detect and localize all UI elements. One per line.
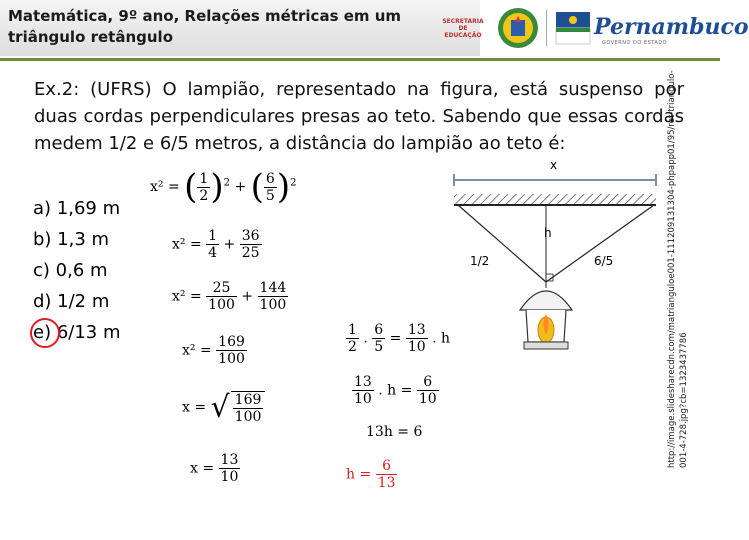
den: 10 — [407, 339, 426, 355]
h-equals: h = — [346, 466, 372, 483]
den: 10 — [220, 469, 239, 485]
num: 1 — [348, 322, 357, 338]
num: 169 — [234, 391, 262, 408]
den: 5 — [374, 339, 384, 355]
frac-169-100 — [216, 334, 247, 367]
num: 36 — [241, 228, 260, 244]
label-x: x — [550, 158, 558, 172]
frac-13-10 — [406, 322, 428, 355]
problem-statement: Ex.2: (UFRS) O lampião, representado na figura, está suspenso por duas cordas perpendiculares presas ao teto. Sabendo que essas cordas medem 1/2 e 6/5 metros, a distância do lampião ao teto é: — [34, 79, 684, 154]
plus: + — [241, 288, 254, 305]
radicand — [231, 391, 266, 425]
step-6 — [190, 452, 240, 485]
label-left-rope: 1/2 — [470, 254, 490, 268]
term-x2: x² — [150, 179, 164, 195]
step-7 — [346, 322, 450, 355]
frac-169-100 — [233, 392, 264, 425]
num: 144 — [259, 280, 287, 296]
step-4 — [182, 334, 247, 367]
equals: = — [194, 399, 207, 416]
paren-close: ) — [210, 167, 224, 207]
term-x2: x² — [182, 342, 196, 359]
lesson-title: Matemática, 9º ano, Relações métricas em um triângulo retângulo — [8, 7, 402, 46]
paren-close: ) — [276, 167, 291, 207]
term-x2: x² — [172, 236, 186, 253]
paren-open: ( — [184, 167, 198, 207]
equals: = — [189, 288, 202, 305]
frac-6-13 — [376, 458, 398, 491]
den: 13 — [377, 475, 396, 491]
num: 169 — [218, 334, 245, 350]
lamp-icon — [520, 282, 572, 349]
times-h: . h — [432, 330, 451, 347]
den: 2 — [348, 339, 357, 355]
secretaria-label: SECRETARIA DE EDUCAÇÃO — [442, 18, 484, 39]
label-right-rope: 6/5 — [594, 254, 614, 268]
exponent: 2 — [290, 177, 297, 189]
den: 100 — [218, 351, 245, 367]
step-1 — [150, 167, 297, 207]
term-x: x — [190, 460, 198, 477]
source-url: http://image.slidesharecdn.com/matrianguloe001-111209131304-phpapp01/95/ret-triangulo-001-4-728.jpg?cb=1323437786 — [667, 70, 689, 468]
ceiling-hatch — [454, 194, 656, 204]
term-x2: x² — [172, 288, 186, 305]
step-5 — [182, 390, 265, 425]
option-e: e) 6/13 m — [33, 322, 121, 343]
den: 100 — [208, 297, 235, 313]
times-h: . h — [378, 382, 397, 399]
step-2 — [172, 228, 262, 261]
num: 6 — [265, 170, 275, 187]
num: 6 — [417, 374, 439, 391]
den: 5 — [265, 187, 275, 204]
state-subtitle: GOVERNO DO ESTADO — [602, 40, 668, 46]
flag-icon — [554, 10, 592, 46]
frac-1-2 — [346, 322, 359, 355]
num: 13 — [220, 452, 239, 468]
state-name: Pernambuco — [594, 14, 749, 40]
answer-highlight-circle — [30, 318, 60, 348]
step-8 — [352, 374, 439, 407]
frac-144-100 — [258, 280, 289, 313]
equals: = — [189, 236, 202, 253]
frac-13-10 — [352, 374, 374, 407]
option-c: c) 0,6 m — [33, 260, 108, 281]
plus: + — [223, 236, 236, 253]
num: 6 — [374, 322, 384, 338]
exponent: 2 — [223, 177, 230, 189]
den: 100 — [259, 297, 287, 313]
rope-right — [546, 205, 654, 282]
frac-25-100 — [206, 280, 237, 313]
frac-6-5 — [264, 171, 277, 204]
option-d: d) 1/2 m — [33, 291, 110, 312]
num: 13 — [407, 322, 426, 338]
frac-13-10 — [219, 452, 241, 485]
option-b: b) 1,3 m — [33, 229, 110, 250]
step-9: 13h = 6 — [366, 424, 423, 440]
den: 2 — [199, 187, 209, 204]
rope-left — [458, 205, 546, 282]
final-answer — [346, 458, 397, 491]
den: 25 — [241, 245, 260, 261]
step-3 — [172, 280, 288, 313]
equals: = — [389, 330, 402, 347]
frac-36-25 — [240, 228, 262, 261]
den: 4 — [208, 245, 218, 261]
paren-open: ( — [250, 167, 264, 207]
logo-separator — [546, 10, 547, 46]
frac-6-5 — [372, 322, 385, 355]
num: 1 — [208, 228, 218, 244]
num: 25 — [206, 280, 237, 297]
header-divider — [0, 58, 720, 61]
frac-1-2 — [197, 171, 210, 204]
header — [0, 0, 749, 60]
num: 1 — [199, 170, 209, 187]
equals: = — [199, 342, 212, 359]
equals: = — [167, 179, 180, 195]
den: 10 — [354, 391, 372, 407]
times: . — [363, 330, 368, 347]
den: 100 — [234, 408, 262, 425]
plus: + — [234, 179, 247, 195]
term-x: x — [182, 399, 190, 416]
pernambuco-logo — [554, 6, 749, 50]
option-a: a) 1,69 m — [33, 198, 121, 219]
num: 13 — [354, 374, 372, 390]
equals: = — [400, 382, 413, 399]
frac-6-10 — [417, 374, 439, 407]
num: 6 — [376, 458, 398, 475]
label-h: h — [544, 226, 552, 240]
den: 10 — [418, 391, 437, 407]
equals: = — [202, 460, 215, 477]
sqrt-icon: √ — [210, 390, 230, 425]
coat-of-arms-icon — [496, 6, 540, 50]
frac-1-4 — [206, 228, 219, 261]
